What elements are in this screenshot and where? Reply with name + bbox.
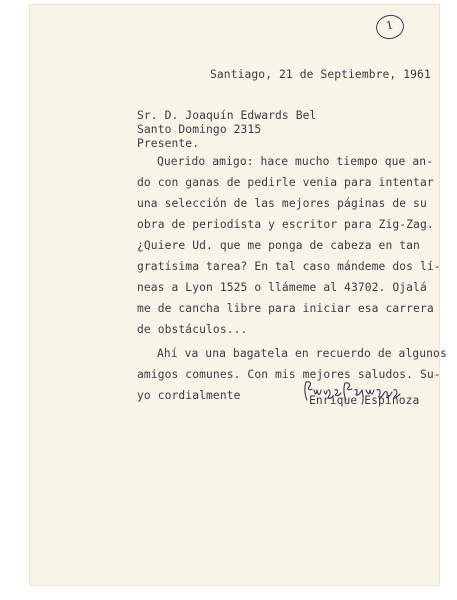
letter-sheet bbox=[29, 4, 440, 586]
date-line: Santiago, 21 de Septiembre, 1961 bbox=[210, 68, 431, 81]
address-line-1: Sr. D. Joaquín Edwards Bel bbox=[137, 109, 317, 122]
body-line-8: me de cancha libre para iniciar esa carrera bbox=[137, 302, 434, 315]
body-line-6: gratísima tarea? En tal caso mándeme dos lí- bbox=[137, 260, 441, 273]
body-line-7: neas a Lyon 1525 o llámeme al 43702. Ojalá bbox=[137, 281, 427, 294]
body-line-10: Ahí va una bagatela en recuerdo de algunos bbox=[157, 347, 447, 360]
signature-name: Enrique Espinoza bbox=[309, 394, 420, 407]
body-line-9: de obstáculos... bbox=[137, 323, 248, 336]
page-number: 1 bbox=[384, 18, 395, 33]
address-line-2: Santo Domingo 2315 bbox=[137, 123, 262, 136]
body-line-11: amigos comunes. Con mis mejores saludos. Su- bbox=[137, 368, 441, 381]
body-line-1: Querido amigo: hace mucho tiempo que an- bbox=[157, 155, 434, 168]
body-line-2: do con ganas de pedirle venia para intentar bbox=[137, 176, 434, 189]
address-line-3: Presente. bbox=[137, 137, 200, 150]
body-line-3: una selección de las mejores páginas de su bbox=[137, 197, 427, 210]
body-line-5: ¿Quiere Ud. que me ponga de cabeza en tan bbox=[137, 239, 420, 252]
body-line-4: obra de periodista y escritor para Zig-Zag. bbox=[137, 218, 434, 231]
body-line-12: yo cordialmente bbox=[137, 389, 241, 402]
